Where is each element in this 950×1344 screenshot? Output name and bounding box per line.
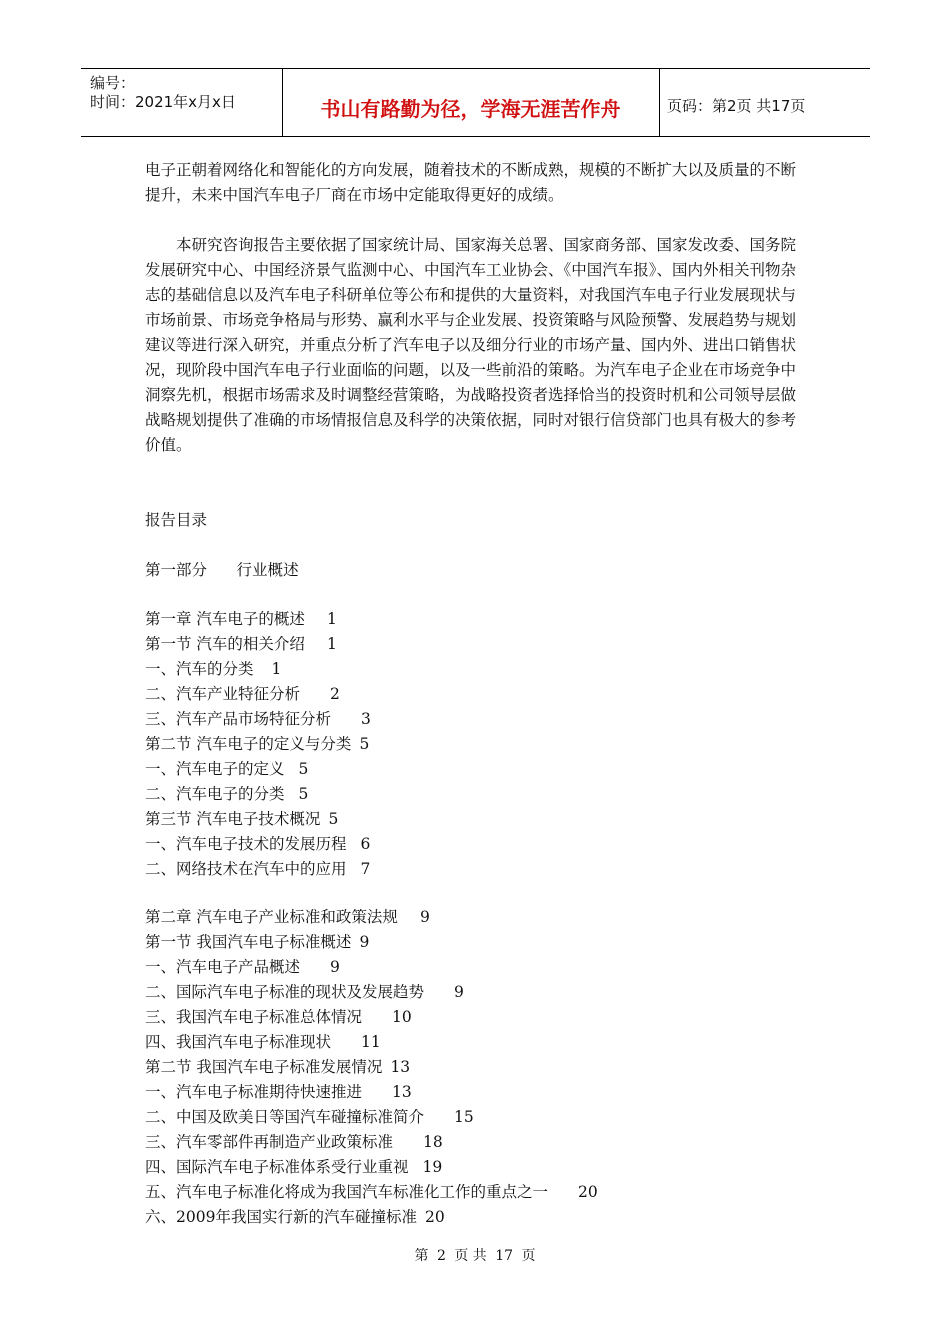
toc-entry-page: 7 — [360, 860, 371, 878]
document-number-label: 编号： — [90, 74, 136, 92]
toc-title: 报告目录 — [145, 511, 208, 529]
toc-entry-title: 四、国际汽车电子标准体系受行业重视 — [145, 1158, 409, 1176]
toc-entry-title: 三、汽车零部件再制造产业政策标准 — [145, 1133, 394, 1151]
toc-entry[interactable] — [145, 905, 845, 930]
toc-entry-title: 一、汽车电子标准期待快速推进 — [145, 1083, 363, 1101]
toc-entry-title: 五、汽车电子标准化将成为我国汽车标准化工作的重点之一 — [145, 1183, 549, 1201]
toc-entry-page: 1 — [326, 610, 337, 628]
toc-entry[interactable] — [145, 732, 845, 757]
toc-entry-page: 13 — [390, 1058, 411, 1076]
toc-entry-page: 9 — [419, 908, 430, 926]
toc-entry[interactable] — [145, 782, 845, 807]
toc-entry[interactable] — [145, 682, 845, 707]
toc-list-chapter-1 — [145, 607, 845, 882]
toc-entry-page: 2 — [330, 685, 340, 703]
header-page-info: 页码：第2页 共17页 — [667, 97, 806, 115]
page-footer — [0, 1245, 950, 1265]
footer-page-number: 2 — [436, 1248, 446, 1264]
toc-entry[interactable] — [145, 1105, 845, 1130]
toc-entry[interactable] — [145, 632, 845, 657]
toc-entry[interactable] — [145, 1030, 845, 1055]
toc-entry-page: 1 — [326, 635, 337, 653]
toc-entry-page: 10 — [392, 1008, 412, 1026]
toc-entry-title: 第一章 汽车电子的概述 — [145, 610, 305, 628]
toc-entry-page: 6 — [360, 835, 371, 853]
toc-entry-page: 5 — [359, 735, 370, 753]
toc-entry-page: 20 — [578, 1183, 598, 1201]
footer-total-pages: 17 — [495, 1248, 514, 1264]
toc-entry-title: 三、我国汽车电子标准总体情况 — [145, 1008, 363, 1026]
header-motto: 书山有路勤为径，学海无涯苦作舟 — [320, 97, 621, 121]
toc-entry[interactable] — [145, 807, 845, 832]
toc-entry[interactable] — [145, 955, 845, 980]
toc-entry-page: 9 — [454, 983, 464, 1001]
toc-entry-title: 第二节 我国汽车电子标准发展情况 — [145, 1058, 383, 1076]
toc-entry-page: 11 — [361, 1033, 381, 1051]
toc-entry-title: 四、我国汽车电子标准现状 — [145, 1033, 332, 1051]
toc-entry-page: 20 — [424, 1208, 445, 1226]
toc-entry-title: 一、汽车的分类 — [145, 660, 254, 678]
toc-entry[interactable] — [145, 757, 845, 782]
toc-entry[interactable] — [145, 1180, 845, 1205]
toc-entry[interactable] — [145, 707, 845, 732]
footer-prefix: 第 — [414, 1248, 429, 1264]
toc-entry-title: 三、汽车产品市场特征分析 — [145, 710, 332, 728]
toc-entry[interactable] — [145, 980, 845, 1005]
toc-entry-page: 19 — [422, 1158, 443, 1176]
toc-entry-title: 一、汽车电子产品概述 — [145, 958, 301, 976]
toc-entry-page: 3 — [361, 710, 371, 728]
toc-list-chapter-2 — [145, 905, 845, 1230]
toc-entry-title: 六、2009年我国实行新的汽车碰撞标准 — [145, 1208, 417, 1226]
toc-entry-page: 9 — [359, 933, 370, 951]
toc-entry[interactable] — [145, 607, 845, 632]
toc-entry[interactable] — [145, 1155, 845, 1180]
toc-entry-title: 第一节 我国汽车电子标准概述 — [145, 933, 352, 951]
toc-entry[interactable] — [145, 857, 845, 882]
toc-entry-page: 1 — [271, 660, 282, 678]
toc-entry[interactable] — [145, 832, 845, 857]
document-time-label: 时间：2021年x月x日 — [90, 93, 236, 111]
toc-entry-page: 18 — [423, 1133, 443, 1151]
toc-entry[interactable] — [145, 1080, 845, 1105]
header-meta-cell — [81, 69, 283, 136]
toc-entry[interactable] — [145, 1055, 845, 1080]
toc-entry-title: 第一节 汽车的相关介绍 — [145, 635, 305, 653]
toc-entry-title: 二、网络技术在汽车中的应用 — [145, 860, 347, 878]
header-motto-cell — [282, 69, 660, 136]
toc-entry[interactable] — [145, 1005, 845, 1030]
body-paragraph-1: 电子正朝着网络化和智能化的方向发展，随着技术的不断成熟，规模的不断扩大以及质量的不断提升，未来中国汽车电子厂商在市场中定能取得更好的成绩。 — [145, 161, 797, 204]
body-paragraph-2: 本研究咨询报告主要依据了国家统计局、国家海关总署、国家商务部、国家发改委、国务院发展研究中心、中国经济景气监测中心、中国汽车工业协会、《中国汽车报》、国内外相关刊物杂志的基础信息以及汽车电子科研单位等公布和提供的大量资料，对我国汽车电子行业发展现状与市场前景、市场竞争格局与形势、赢利水平与企业发展、投资策略与风险预警、发展趋势与规划建议等进行深入研究，并重点分析了汽车电子以及细分行业的市场产量、国内外、进出口销售状况，现阶段中国汽车电子行业面临的问题，以及一些前沿的策略。为汽车电子企业在市场竞争中洞察先机，根据市场需求及时调整经营策略，为战略投资者选择恰当的投资时机和公司领导层做战略规划提供了准确的市场情报信息及科学的决策依据，同时对银行信贷部门也具有极大的参考价值。 — [145, 236, 797, 454]
toc-entry-title: 二、汽车产业特征分析 — [145, 685, 301, 703]
toc-entry-title: 一、汽车电子技术的发展历程 — [145, 835, 347, 853]
page-header — [81, 68, 870, 137]
toc-entry[interactable] — [145, 930, 845, 955]
toc-entry-title: 二、中国及欧美日等国汽车碰撞标准简介 — [145, 1108, 425, 1126]
toc-entry-title: 一、汽车电子的定义 — [145, 760, 285, 778]
toc-entry[interactable] — [145, 1205, 845, 1230]
footer-suffix: 页 — [521, 1248, 536, 1264]
toc-entry-title: 第二章 汽车电子产业标准和政策法规 — [145, 908, 398, 926]
header-page-cell — [659, 69, 870, 136]
toc-entry-page: 5 — [328, 810, 339, 828]
toc-entry-page: 5 — [298, 760, 309, 778]
toc-part-heading: 第一部分 行业概述 — [145, 561, 299, 579]
toc-entry-page: 13 — [392, 1083, 412, 1101]
toc-entry-title: 第二节 汽车电子的定义与分类 — [145, 735, 352, 753]
toc-entry-page: 15 — [454, 1108, 474, 1126]
toc-entry-title: 二、国际汽车电子标准的现状及发展趋势 — [145, 983, 425, 1001]
footer-mid: 页 共 — [454, 1248, 487, 1264]
toc-entry[interactable] — [145, 657, 845, 682]
toc-entry-page: 9 — [330, 958, 340, 976]
toc-entry-title: 二、汽车电子的分类 — [145, 785, 285, 803]
toc-entry[interactable] — [145, 1130, 845, 1155]
toc-entry-page: 5 — [298, 785, 309, 803]
toc-entry-title: 第三节 汽车电子技术概况 — [145, 810, 321, 828]
